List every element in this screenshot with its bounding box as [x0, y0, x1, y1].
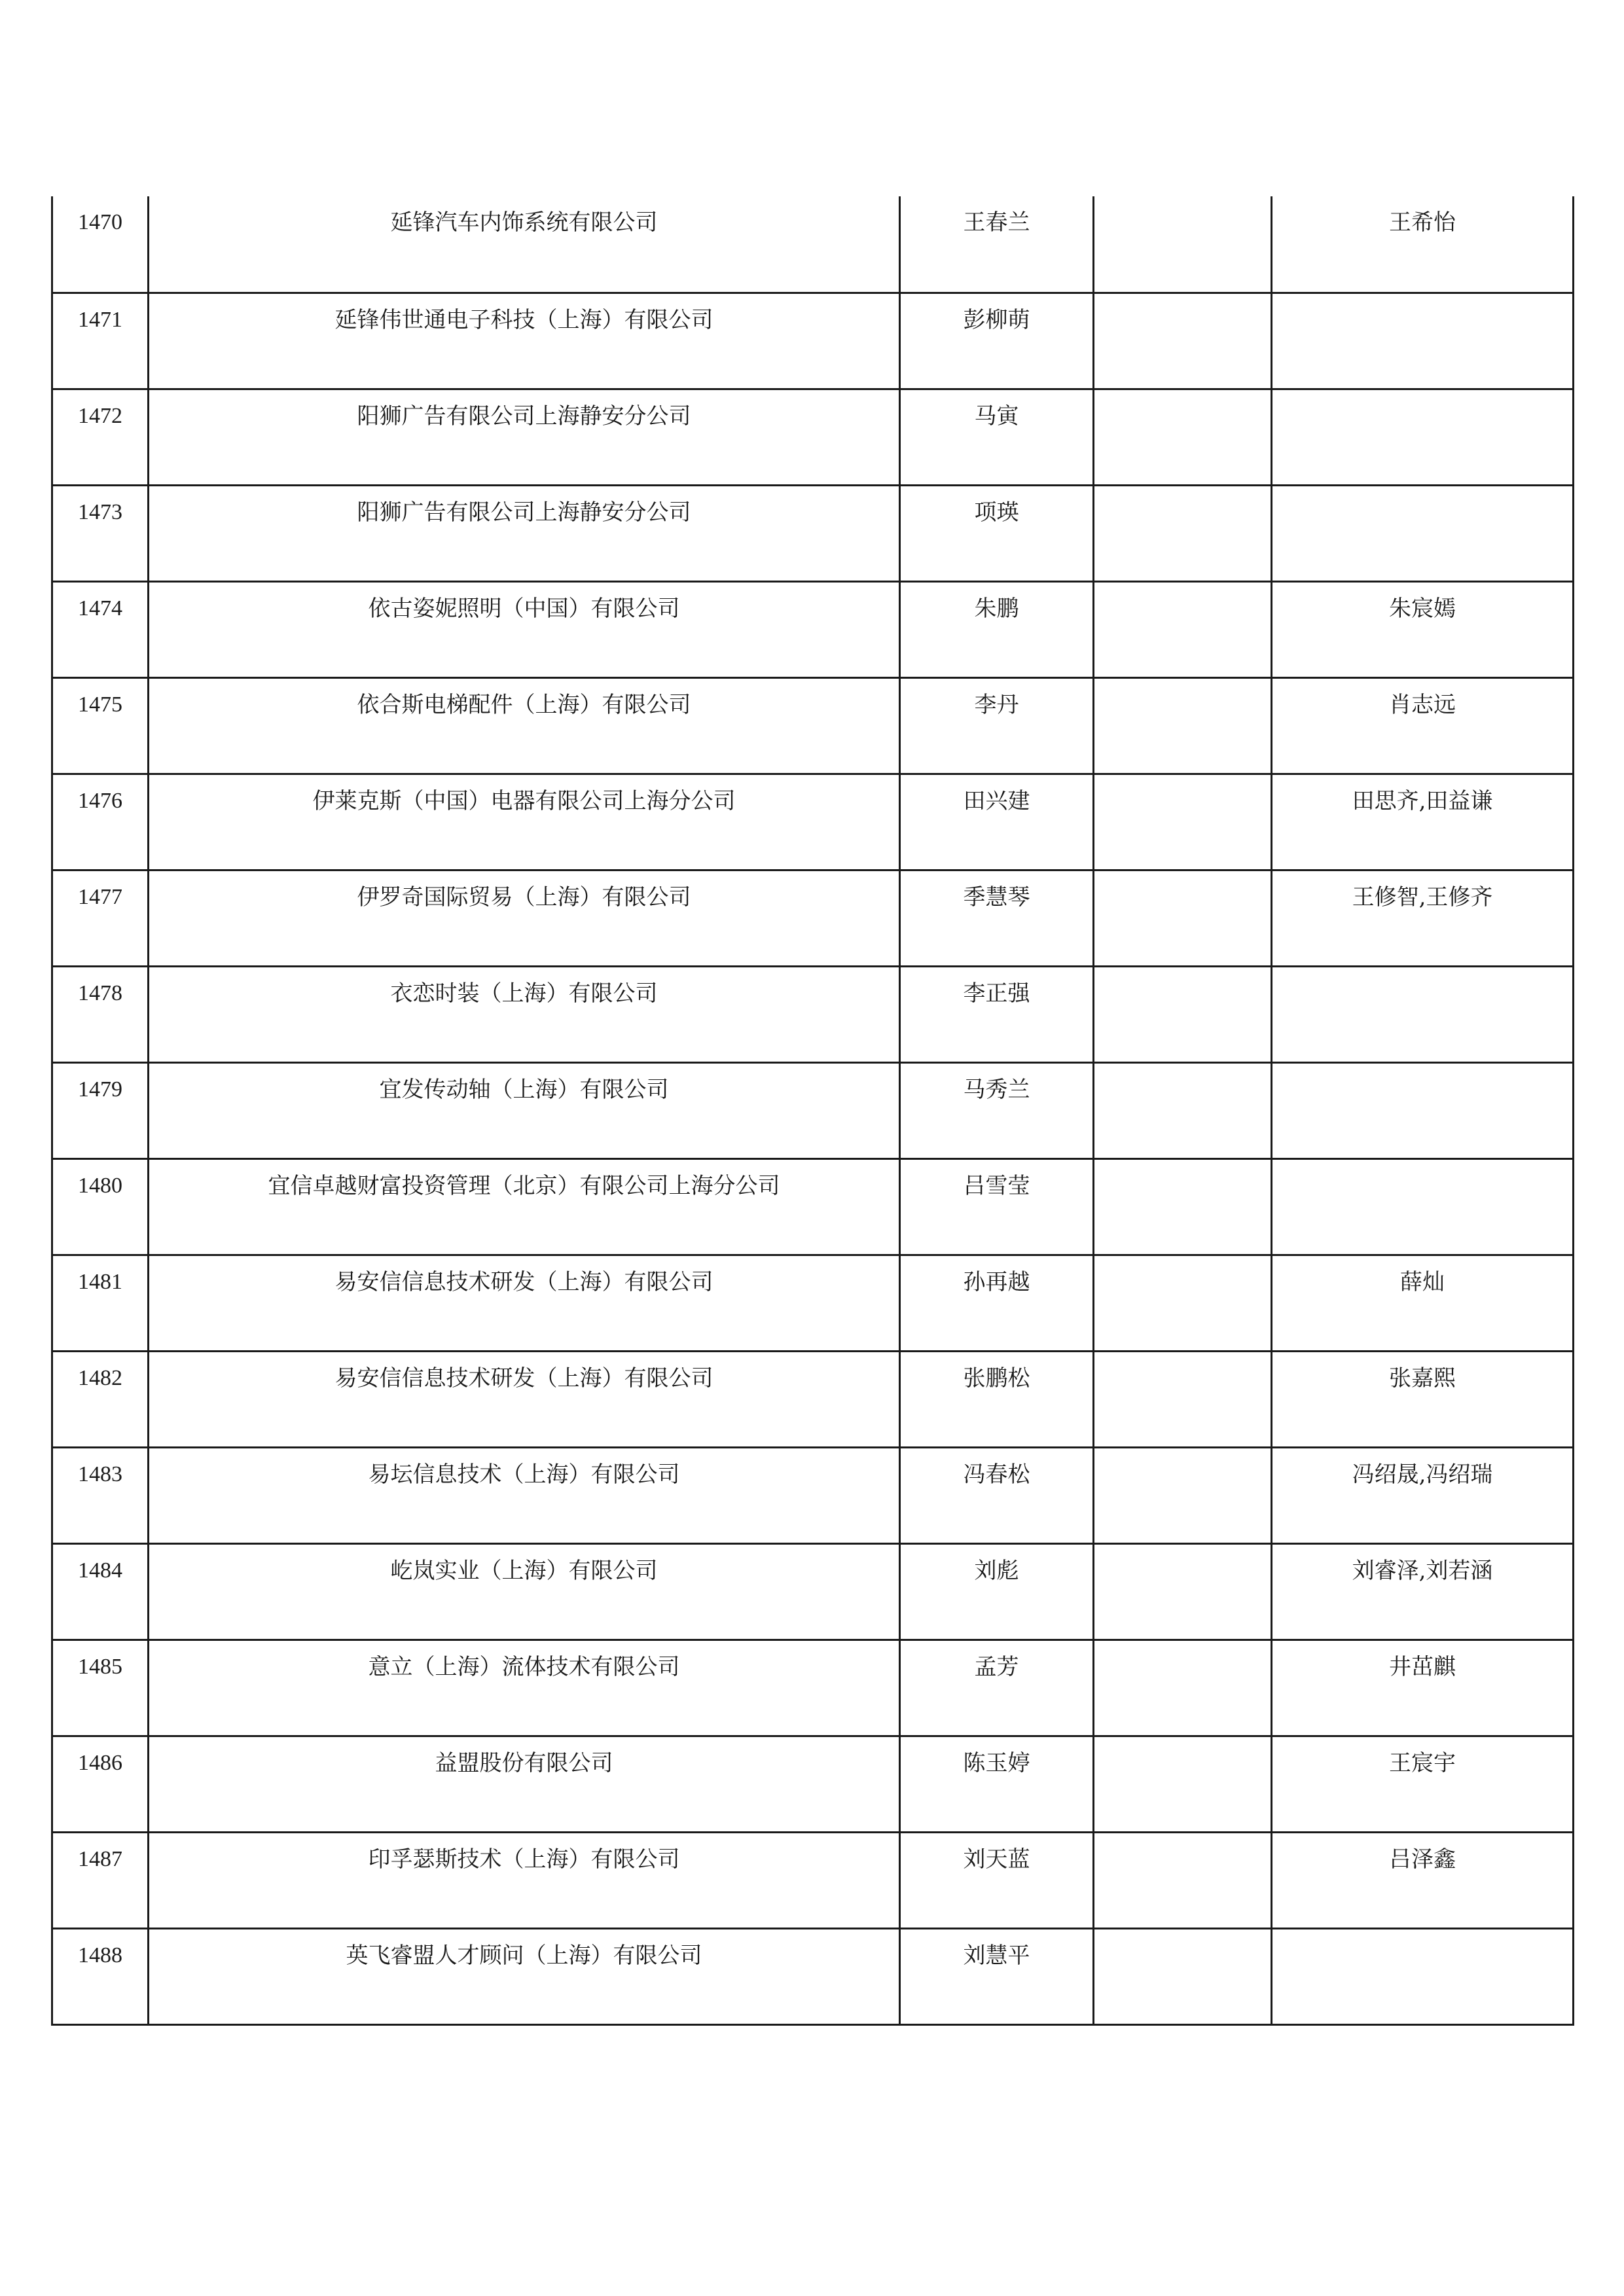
empty-cell: [1094, 196, 1272, 293]
family-members: 王修智,王修齐: [1272, 870, 1574, 966]
applicant-name: 刘慧平: [900, 1928, 1094, 2024]
row-number: 1480: [52, 1158, 149, 1255]
row-number: 1477: [52, 870, 149, 966]
table-row: [52, 196, 1574, 293]
applicant-name: 刘彪: [900, 1543, 1094, 1640]
family-members: 张嘉熙: [1272, 1351, 1574, 1447]
company-name: 衣恋时装（上海）有限公司: [149, 966, 900, 1062]
company-name: 易坛信息技术（上海）有限公司: [149, 1447, 900, 1543]
table-row: [52, 1543, 1574, 1640]
empty-cell: [1094, 1543, 1272, 1640]
applicant-name: 冯春松: [900, 1447, 1094, 1543]
company-name: 延锋汽车内饰系统有限公司: [149, 196, 900, 293]
empty-cell: [1094, 1062, 1272, 1158]
applicant-name: 马秀兰: [900, 1062, 1094, 1158]
applicant-name: 吕雪莹: [900, 1158, 1094, 1255]
company-name: 意立（上海）流体技术有限公司: [149, 1640, 900, 1736]
family-members: 田思齐,田益谦: [1272, 774, 1574, 870]
roster-body: [52, 196, 1574, 2024]
applicant-name: 李正强: [900, 966, 1094, 1062]
table-row: [52, 1351, 1574, 1447]
row-number: 1482: [52, 1351, 149, 1447]
company-name: 宜信卓越财富投资管理（北京）有限公司上海分公司: [149, 1158, 900, 1255]
row-number: 1487: [52, 1832, 149, 1928]
row-number: 1488: [52, 1928, 149, 2024]
row-number: 1471: [52, 293, 149, 389]
row-number: 1472: [52, 389, 149, 485]
applicant-name: 李丹: [900, 677, 1094, 774]
family-members: [1272, 293, 1574, 389]
family-members: [1272, 485, 1574, 581]
table-row: [52, 293, 1574, 389]
company-name: 依合斯电梯配件（上海）有限公司: [149, 677, 900, 774]
roster-table: [51, 196, 1574, 2026]
applicant-name: 陈玉婷: [900, 1736, 1094, 1832]
family-members: [1272, 1928, 1574, 2024]
empty-cell: [1094, 1158, 1272, 1255]
applicant-name: 刘天蓝: [900, 1832, 1094, 1928]
family-members: 朱宸嫣: [1272, 581, 1574, 677]
empty-cell: [1094, 389, 1272, 485]
table-row: [52, 966, 1574, 1062]
row-number: 1478: [52, 966, 149, 1062]
empty-cell: [1094, 1736, 1272, 1832]
table-row: [52, 870, 1574, 966]
empty-cell: [1094, 677, 1272, 774]
row-number: 1484: [52, 1543, 149, 1640]
family-members: 王宸宇: [1272, 1736, 1574, 1832]
empty-cell: [1094, 581, 1272, 677]
family-members: 肖志远: [1272, 677, 1574, 774]
table-row: [52, 1928, 1574, 2024]
empty-cell: [1094, 1351, 1272, 1447]
empty-cell: [1094, 774, 1272, 870]
family-members: 薛灿: [1272, 1255, 1574, 1351]
applicant-name: 项瑛: [900, 485, 1094, 581]
applicant-name: 季慧琴: [900, 870, 1094, 966]
company-name: 宜发传动轴（上海）有限公司: [149, 1062, 900, 1158]
family-members: 井茁麒: [1272, 1640, 1574, 1736]
family-members: 吕泽鑫: [1272, 1832, 1574, 1928]
table-row: [52, 1832, 1574, 1928]
row-number: 1479: [52, 1062, 149, 1158]
company-name: 易安信信息技术研发（上海）有限公司: [149, 1255, 900, 1351]
empty-cell: [1094, 1255, 1272, 1351]
row-number: 1481: [52, 1255, 149, 1351]
company-name: 英飞睿盟人才顾问（上海）有限公司: [149, 1928, 900, 2024]
company-name: 依古姿妮照明（中国）有限公司: [149, 581, 900, 677]
family-members: 冯绍晟,冯绍瑞: [1272, 1447, 1574, 1543]
company-name: 阳狮广告有限公司上海静安分公司: [149, 389, 900, 485]
row-number: 1470: [52, 196, 149, 293]
row-number: 1483: [52, 1447, 149, 1543]
table-row: [52, 389, 1574, 485]
family-members: [1272, 1062, 1574, 1158]
applicant-name: 王春兰: [900, 196, 1094, 293]
applicant-name: 马寅: [900, 389, 1094, 485]
family-members: [1272, 1158, 1574, 1255]
empty-cell: [1094, 293, 1272, 389]
company-name: 伊罗奇国际贸易（上海）有限公司: [149, 870, 900, 966]
table-row: [52, 774, 1574, 870]
empty-cell: [1094, 1640, 1272, 1736]
table-row: [52, 677, 1574, 774]
family-members: 王希怡: [1272, 196, 1574, 293]
company-name: 屹岚实业（上海）有限公司: [149, 1543, 900, 1640]
applicant-name: 彭柳萌: [900, 293, 1094, 389]
applicant-name: 张鹏松: [900, 1351, 1094, 1447]
family-members: [1272, 966, 1574, 1062]
applicant-name: 孙再越: [900, 1255, 1094, 1351]
table-row: [52, 1736, 1574, 1832]
table-row: [52, 485, 1574, 581]
applicant-name: 孟芳: [900, 1640, 1094, 1736]
family-members: 刘睿泽,刘若涵: [1272, 1543, 1574, 1640]
empty-cell: [1094, 1832, 1272, 1928]
family-members: [1272, 389, 1574, 485]
company-name: 益盟股份有限公司: [149, 1736, 900, 1832]
company-name: 易安信信息技术研发（上海）有限公司: [149, 1351, 900, 1447]
empty-cell: [1094, 870, 1272, 966]
row-number: 1485: [52, 1640, 149, 1736]
table-row: [52, 1158, 1574, 1255]
empty-cell: [1094, 966, 1272, 1062]
row-number: 1473: [52, 485, 149, 581]
table-row: [52, 581, 1574, 677]
applicant-name: 朱鹏: [900, 581, 1094, 677]
company-name: 印孚瑟斯技术（上海）有限公司: [149, 1832, 900, 1928]
empty-cell: [1094, 1447, 1272, 1543]
applicant-name: 田兴建: [900, 774, 1094, 870]
company-name: 延锋伟世通电子科技（上海）有限公司: [149, 293, 900, 389]
row-number: 1486: [52, 1736, 149, 1832]
empty-cell: [1094, 1928, 1272, 2024]
table-row: [52, 1255, 1574, 1351]
row-number: 1476: [52, 774, 149, 870]
table-row: [52, 1062, 1574, 1158]
table-row: [52, 1640, 1574, 1736]
row-number: 1475: [52, 677, 149, 774]
company-name: 伊莱克斯（中国）电器有限公司上海分公司: [149, 774, 900, 870]
table-row: [52, 1447, 1574, 1543]
company-name: 阳狮广告有限公司上海静安分公司: [149, 485, 900, 581]
row-number: 1474: [52, 581, 149, 677]
empty-cell: [1094, 485, 1272, 581]
